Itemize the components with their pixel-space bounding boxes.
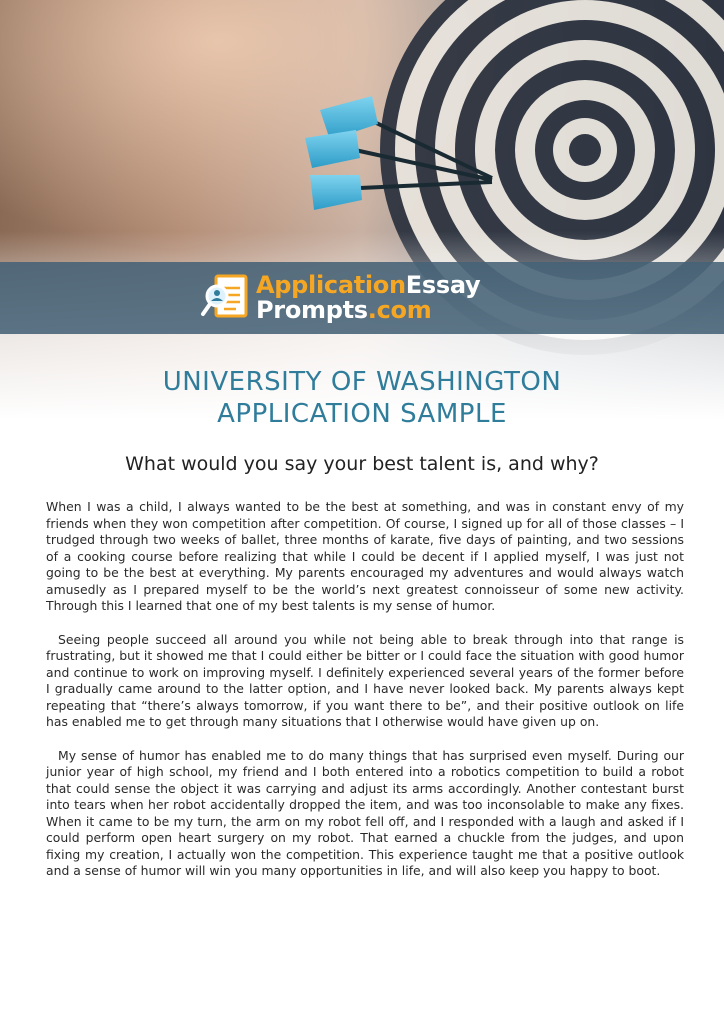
logo-word-com: .com [367, 296, 432, 324]
page-title [0, 366, 724, 430]
logo-word-essay: Essay [405, 271, 481, 299]
dartboard-photo [0, 0, 724, 420]
essay-paragraph-3: My sense of humor has enabled me to do many things that has surprised even myself. During our junior year of high school, my friend and I both entered into a robotics competition to build a robot that could sense the object it was carrying and adjust its arms accordingly. Another contestant burst into tears when her robot accidentally dropped the item, and was too inconsolable to make any fixes. When it came to be my turn, the arm on my robot fell off, and I responded with a laugh and asked if I could perform open heart surgery on my robot. That earned a chuckle from the judges, and upon fixing my creation, I actually won the competition. This experience taught me that a positive outlook and a sense of humor will win you many opportunities in life, and will also keep you happy to boot. [46, 747, 684, 878]
logo-text-line2 [256, 297, 431, 323]
logo-text-line1 [256, 272, 480, 298]
page-title-line1: UNIVERSITY OF WASHINGTON [162, 367, 562, 397]
essay-paragraph-2: Seeing people succeed all around you while not being able to break through into that range is frustrating, but it showed me that I could either be bitter or I could face the situation with good humor and continue to work on improving myself. I definitely experienced several years of the former before I gradually came around to the latter option, and I have never looked back. My parents always kept repeating that “there’s always tomorrow, if you want there to be”, and their positive outlook on life has enabled me to get through many situations that I otherwise would have given up on. [46, 631, 684, 729]
site-logo[interactable] [200, 270, 530, 328]
logo-word-prompts: Prompts [256, 296, 368, 324]
essay-body [46, 499, 684, 897]
page-title-line2: APPLICATION SAMPLE [217, 399, 507, 429]
hero-image [0, 0, 724, 420]
logo-word-application: Application [256, 271, 406, 299]
magnifier-document-icon [200, 272, 252, 326]
essay-question: What would you say your best talent is, and why? [125, 453, 599, 475]
essay-paragraph-1: When I was a child, I always wanted to be the best at something, and was in constant envy of my friends when they won competition after competition. Of course, I signed up for all of those classes – I trudged through two weeks of ballet, three months of karate, five days of painting, and two sessions of a cooking course before realizing that while I could be decent if I applied myself, I was just not going to be the best at everything. My parents encouraged my adventures and would always watch amusedly as I prepared myself to be the world’s next greatest connoisseur of some new activity. Through this I learned that one of my best talents is my sense of humor. [46, 499, 684, 613]
